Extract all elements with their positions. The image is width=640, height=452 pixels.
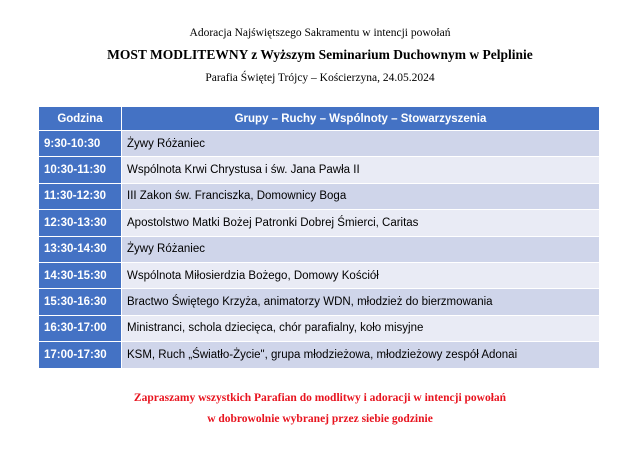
- time-cell: 16:30-17:00: [39, 315, 122, 341]
- time-cell: 15:30-16:30: [39, 289, 122, 315]
- table-row: [39, 262, 600, 288]
- group-cell: Bractwo Świętego Krzyża, animatorzy WDN, młodzież do bierzmowania: [122, 289, 600, 315]
- table-header-row: [39, 107, 600, 131]
- group-cell: Wspólnota Krwi Chrystusa i św. Jana Pawła II: [122, 157, 600, 183]
- time-cell: 17:00-17:30: [39, 342, 122, 368]
- column-header-groups: Grupy – Ruchy – Wspólnoty – Stowarzyszenia: [122, 107, 600, 131]
- subtitle-adoration: Adoracja Najświętszego Sakramentu w intencji powołań: [189, 27, 451, 39]
- group-cell: Wspólnota Miłosierdzia Bożego, Domowy Kościół: [122, 262, 600, 288]
- group-cell: Żywy Różaniec: [122, 131, 600, 157]
- schedule-table: [38, 106, 600, 369]
- group-cell: Żywy Różaniec: [122, 236, 600, 262]
- column-header-time: Godzina: [39, 107, 122, 131]
- table-row: [39, 289, 600, 315]
- table-row: [39, 183, 600, 209]
- invitation-line-1: Zapraszamy wszystkich Parafian do modlitwy i adoracji w intencji powołań: [133, 392, 507, 404]
- group-cell: KSM, Ruch „Światło-Życie", grupa młodzieżowa, młodzieżowy zespół Adonai: [122, 342, 600, 368]
- time-cell: 10:30-11:30: [39, 157, 122, 183]
- time-cell: 9:30-10:30: [39, 131, 122, 157]
- table-row: [39, 210, 600, 236]
- document-title: MOST MODLITEWNY z Wyższym Seminarium Duchownym w Pelplinie: [107, 47, 533, 62]
- time-cell: 13:30-14:30: [39, 236, 122, 262]
- time-cell: 12:30-13:30: [39, 210, 122, 236]
- parish-date-line: Parafia Świętej Trójcy – Kościerzyna, 24.05.2024: [205, 72, 435, 84]
- table-row: [39, 236, 600, 262]
- group-cell: Apostolstwo Matki Bożej Patronki Dobrej Śmierci, Caritas: [122, 210, 600, 236]
- table-row: [39, 157, 600, 183]
- time-cell: 14:30-15:30: [39, 262, 122, 288]
- invitation-line-2: w dobrowolnie wybranej przez siebie godzinie: [207, 413, 433, 425]
- table-row: [39, 131, 600, 157]
- table-row: [39, 342, 600, 368]
- group-cell: III Zakon św. Franciszka, Domownicy Boga: [122, 183, 600, 209]
- table-row: [39, 315, 600, 341]
- time-cell: 11:30-12:30: [39, 183, 122, 209]
- group-cell: Ministranci, schola dziecięca, chór parafialny, koło misyjne: [122, 315, 600, 341]
